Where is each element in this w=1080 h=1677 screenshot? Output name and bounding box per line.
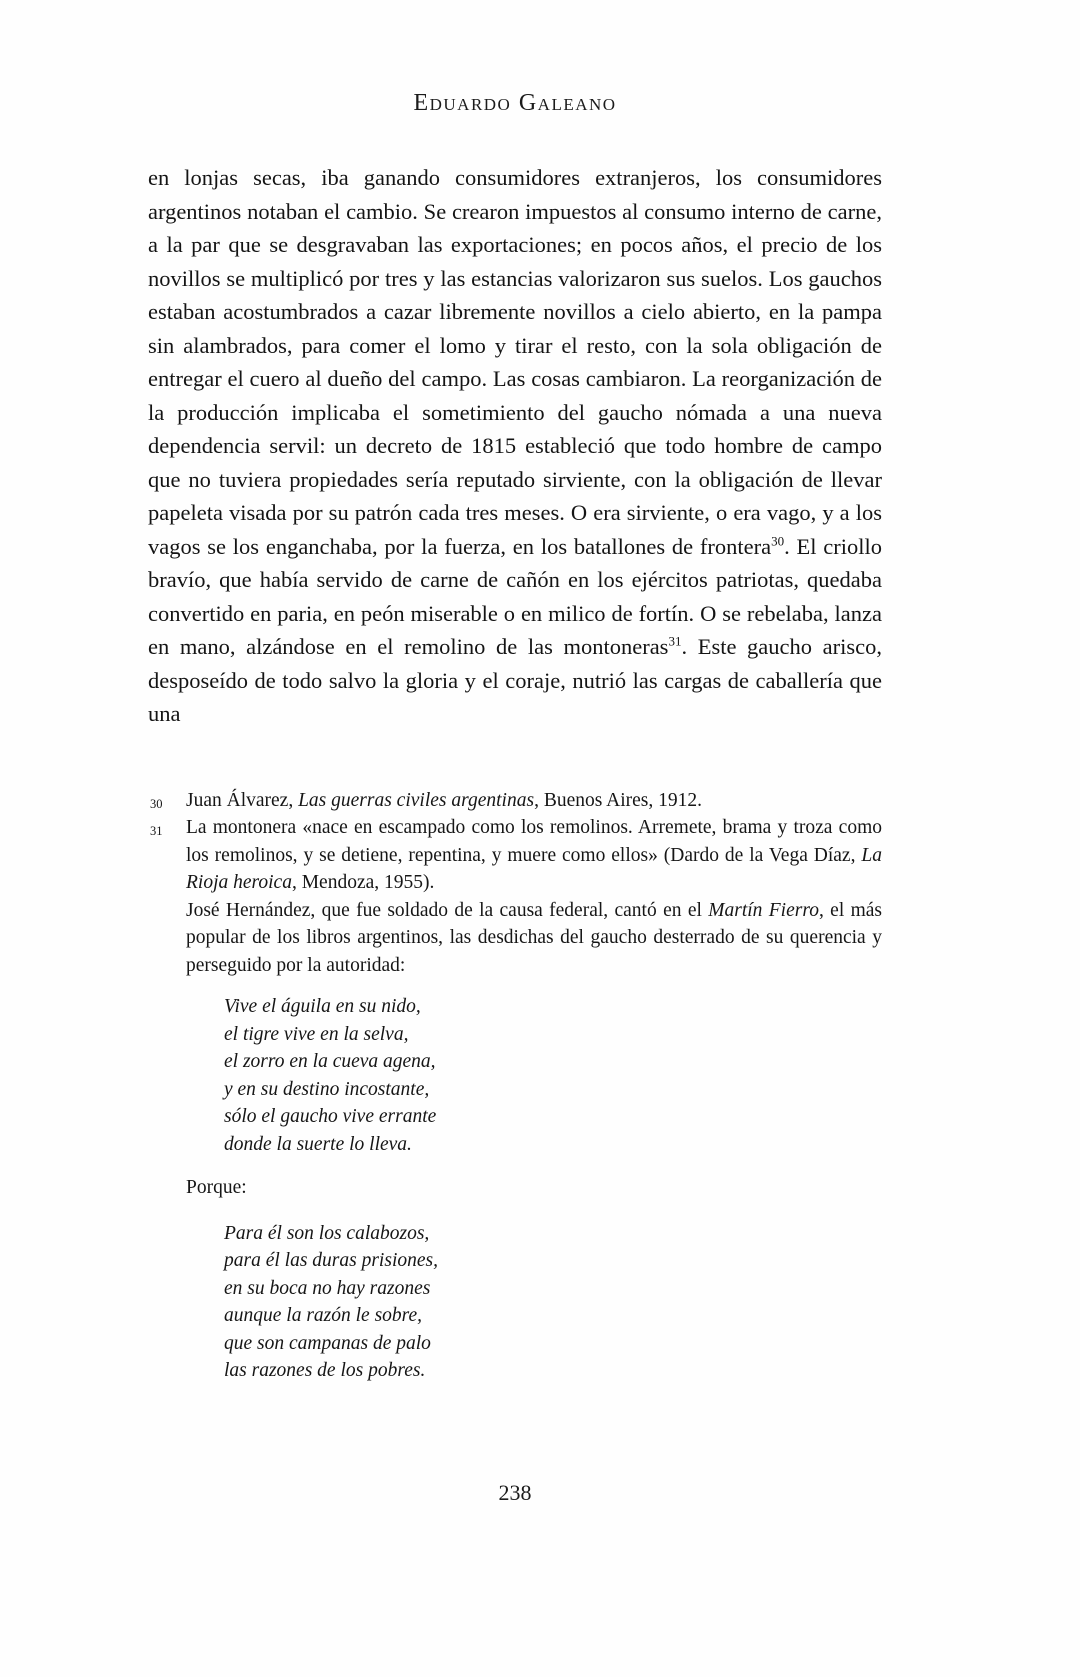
footnote-marker: 30	[150, 796, 163, 811]
poem-line: el tigre vive en la selva,	[224, 1023, 409, 1045]
footnote-30	[148, 787, 882, 815]
poem-line: Vive el águila en su nido,	[224, 996, 421, 1017]
footnote-text-segment: , Mendoza, 1955).	[291, 872, 435, 893]
page-number: 238	[498, 1480, 532, 1505]
book-title: La Rioja heroica	[186, 844, 882, 893]
main-paragraph-segment: . El criollo bravío, que había servido de carne de cañón en los ejércitos patriotas, quedaba convertido en paria, en peón miserable o en milico de fortín. O se rebelaba, lanza en mano, alzándose en el remolino de las montoneras	[148, 533, 882, 659]
running-head: Eduardo Galeano	[413, 90, 617, 116]
footnote-31-paragraph-2	[148, 897, 882, 980]
poem-line: donde la suerte lo lleva.	[224, 1133, 412, 1155]
poem-stanza-1	[224, 993, 882, 1158]
poem-line: para él las duras prisiones,	[224, 1250, 438, 1271]
footnote-text-segment: José Hernández, que fue soldado de la causa federal, cantó en el	[186, 899, 709, 921]
main-paragraph	[148, 161, 882, 731]
poem-line: Para él son los calabozos,	[224, 1222, 430, 1244]
poem-line: las razones de los pobres.	[224, 1360, 426, 1381]
poem-line: que son campanas de palo	[224, 1332, 431, 1354]
footnote-text	[186, 790, 702, 811]
main-paragraph-segment: . Este gaucho arisco, desposeído de todo salvo la gloria y el coraje, nutrió las cargas de caballería que una	[148, 634, 883, 726]
footnote-31	[148, 814, 882, 897]
footnote-text-segment: , Buenos Aires, 1912.	[534, 789, 702, 811]
poem-line: sólo el gaucho vive errante	[224, 1106, 437, 1127]
footnote-text-segment: , el más popular de los libros argentinos, las desdichas del gaucho desterrado de su querencia y perseguido por la autoridad:	[186, 899, 883, 976]
poem-line: y en su destino incostante,	[224, 1078, 430, 1100]
footnote-ref-30: 30	[771, 533, 785, 548]
footnotes-section	[148, 787, 882, 1385]
book-title: Las guerras civiles argentinas	[298, 789, 535, 811]
poem-line: aunque la razón le sobre,	[224, 1305, 423, 1326]
footnote-text-segment: La montonera «nace en escampado como los remolinos. Arremete, brama y troza como los remolinos, y se detiene, repentina, y muere como ellos» (Dardo de la Vega Díaz,	[186, 817, 882, 866]
footnote-text	[186, 817, 882, 893]
footnote-text-segment: Juan Álvarez,	[186, 789, 299, 811]
poem-line: en su boca no hay razones	[224, 1277, 431, 1299]
text-block	[148, 0, 882, 1385]
connector-text: Porque:	[186, 1177, 247, 1198]
poem-stanza-2	[224, 1220, 882, 1385]
poem-line: el zorro en la cueva agena,	[224, 1051, 436, 1072]
footnote-ref-31: 31	[668, 633, 682, 649]
main-paragraph-segment: en lonjas secas, iba ganando consumidores extranjeros, los consumidores argentinos notaban el cambio. Se crearon impuestos al consumo interno de carne, a la par que se desgravaban las exportaciones; en pocos años, el precio de los novillos se multiplicó por tres y las estancias valorizaron sus suelos. Los gauchos estaban acostumbrados a cazar libremente novillos a cielo abierto, en la pampa sin alambrados, para comer el lomo y tirar el resto, con la sola obligación de entregar el cuero al dueño del campo. Las cosas cambiaron. La reorganización de la producción implicaba el sometimiento del gaucho nómada a una nueva dependencia servil: un decreto de 1815 estableció que todo hombre de campo que no tuviera propiedades sería reputado sirviente, con la obligación de llevar papeleta visada por su patrón cada tres meses. O era sirviente, o era vago, y a los vagos se los enganchaba, por la fuerza, en los batallones de frontera	[148, 165, 882, 559]
book-title: Martín Fierro	[708, 899, 819, 921]
footnote-marker: 31	[150, 824, 163, 838]
